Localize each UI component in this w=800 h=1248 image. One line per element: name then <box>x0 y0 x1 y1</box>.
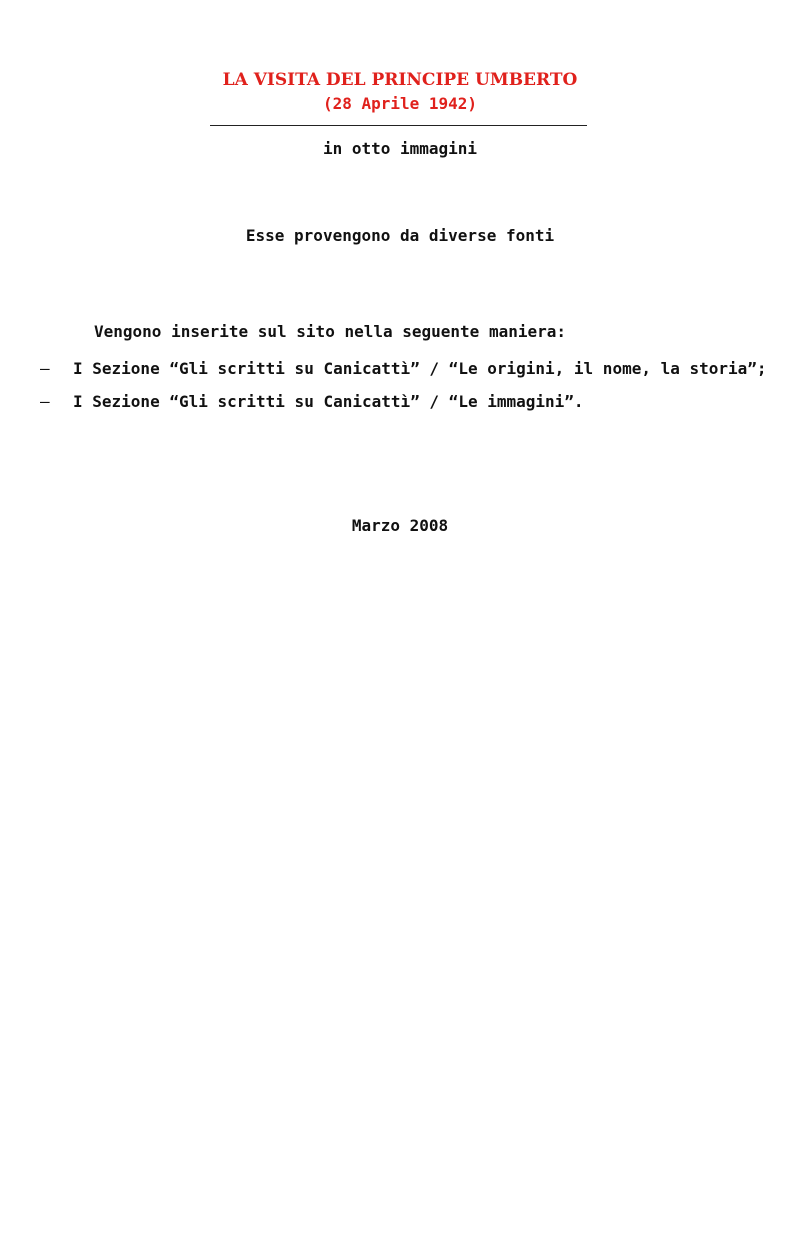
list-item <box>40 385 770 418</box>
list-dash: – <box>40 359 50 378</box>
document-subtitle: in otto immagini <box>322 139 478 158</box>
list-item-text: I Sezione “Gli scritti su Canicattì” / “Le origini, il nome, la storia”; <box>73 359 767 378</box>
sources-note: Esse provengono da diverse fonti <box>245 226 555 245</box>
list-item <box>40 352 770 385</box>
document-title: LA VISITA DEL PRINCIPE UMBERTO <box>222 70 578 90</box>
section-list <box>40 352 770 418</box>
document-title-date: (28 Aprile 1942) <box>322 94 478 113</box>
list-dash: – <box>40 392 50 411</box>
intro-text: Vengono inserite sul sito nella seguente maniera: <box>94 322 567 341</box>
document-date: Marzo 2008 <box>351 516 449 535</box>
list-item-text: I Sezione “Gli scritti su Canicattì” / “Le immagini”. <box>73 392 584 411</box>
title-divider <box>210 125 587 126</box>
